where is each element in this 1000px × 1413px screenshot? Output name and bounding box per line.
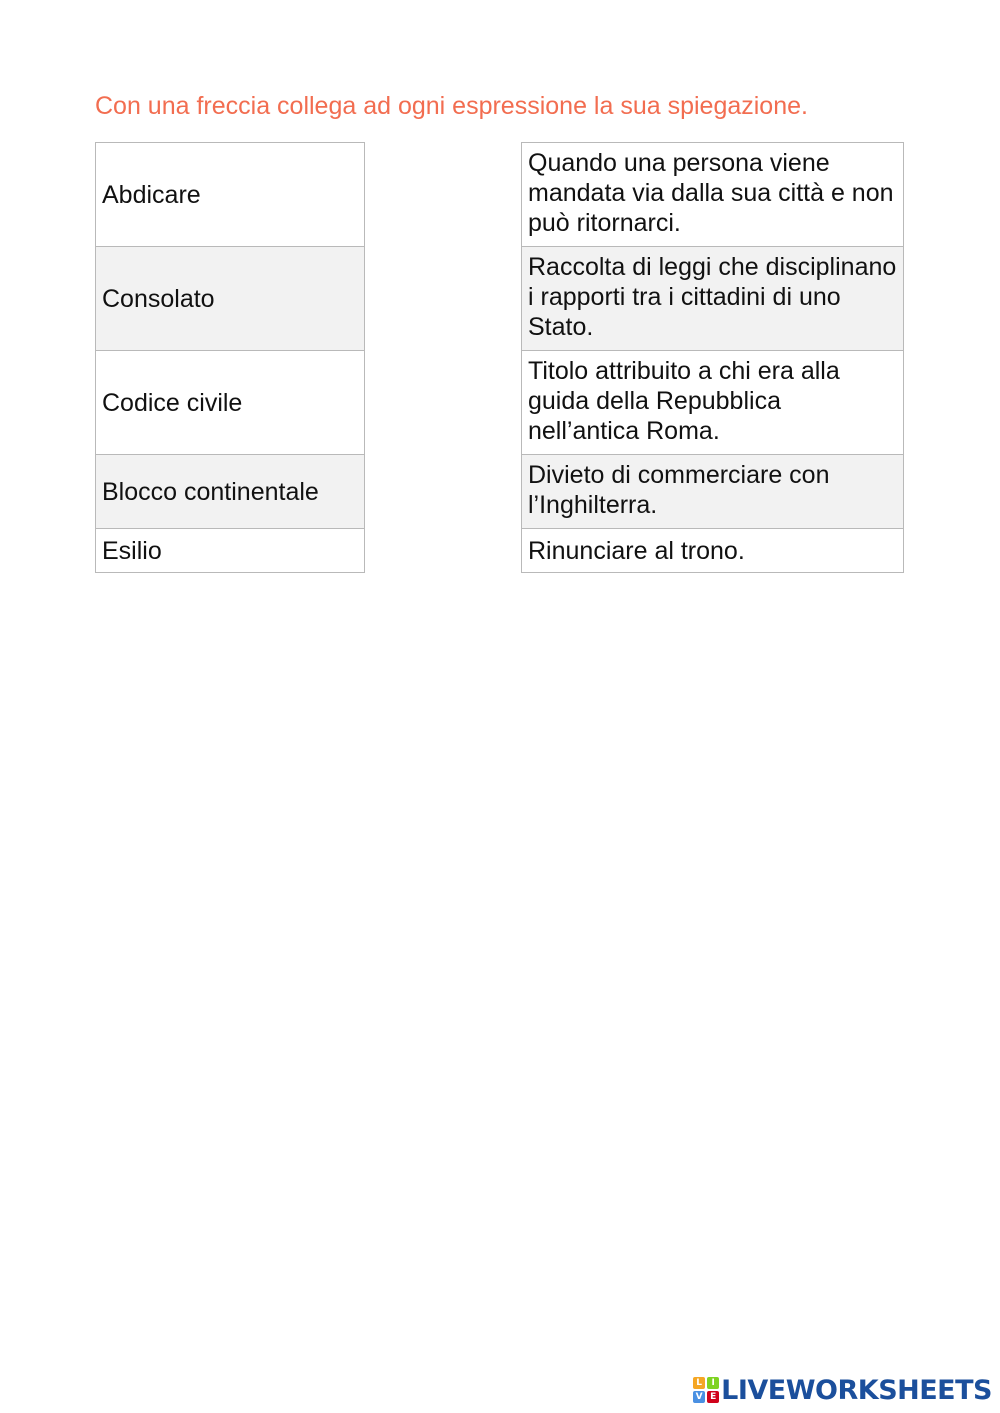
term-cell[interactable]: Consolato (96, 247, 364, 351)
definitions-table (521, 142, 904, 573)
definition-cell[interactable]: Divieto di commerciare con l’Inghilterra. (522, 455, 903, 529)
definition-cell[interactable]: Titolo attribuito a chi era alla guida della Repubblica nell’antica Roma. (522, 351, 903, 455)
logo-letter: V (693, 1391, 705, 1403)
definition-cell[interactable]: Quando una persona viene mandata via dalla sua città e non può ritornarci. (522, 143, 903, 247)
definition-cell[interactable]: Raccolta di leggi che disciplinano i rapporti tra i cittadini di uno Stato. (522, 247, 903, 351)
terms-table (95, 142, 365, 573)
term-cell[interactable]: Codice civile (96, 351, 364, 455)
liveworksheets-brand (693, 1373, 992, 1407)
logo-letter: I (707, 1377, 719, 1389)
definition-cell[interactable]: Rinunciare al trono. (522, 529, 903, 573)
logo-letter: L (693, 1377, 705, 1389)
liveworksheets-logo-icon (693, 1377, 719, 1403)
logo-letter: E (707, 1391, 719, 1403)
term-cell[interactable]: Blocco continentale (96, 455, 364, 529)
term-cell[interactable]: Esilio (96, 529, 364, 573)
instruction-text: Con una freccia collega ad ogni espressione la sua spiegazione. (95, 92, 808, 120)
term-cell[interactable]: Abdicare (96, 143, 364, 247)
brand-name: LIVEWORKSHEETS (721, 1374, 992, 1406)
